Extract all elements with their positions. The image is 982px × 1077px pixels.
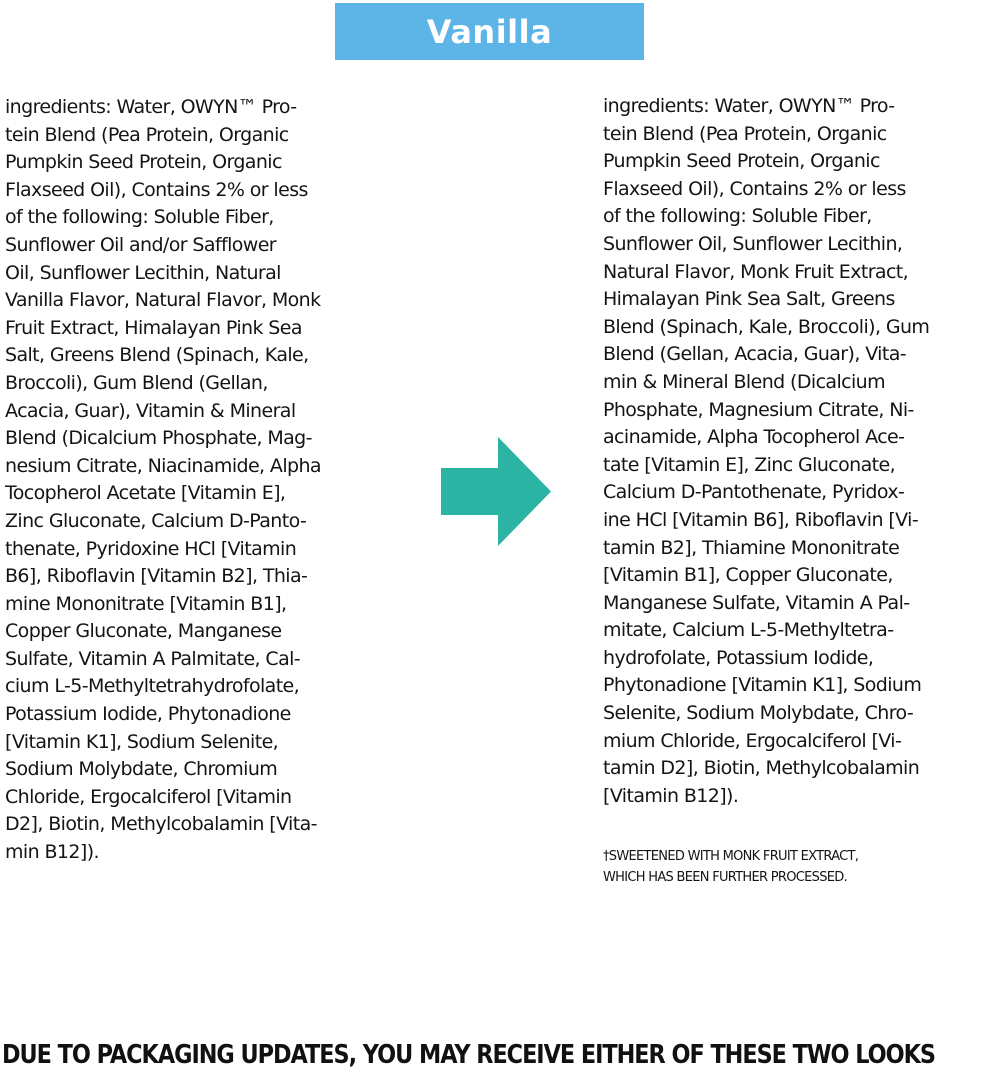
ingredients-line: Phytonadione [Vitamin K1], Sodium [603,674,922,697]
ingredients-line: hydrofolate, Potassium Iodide, [603,646,874,669]
ingredients-line: min B12]). [5,841,99,864]
ingredients-line: of the following: Soluble Fiber, [603,205,872,228]
ingredients-line: Chloride, Ergocalciferol [Vitamin [5,785,292,808]
ingredients-line: Vanilla Flavor, Natural Flavor, Monk [5,289,321,312]
ingredients-line: Manganese Sulfate, Vitamin A Pal- [603,591,910,614]
footnote-line: WHICH HAS BEEN FURTHER PROCESSED. [603,870,848,885]
ingredients-line: Phosphate, Magnesium Citrate, Ni- [603,398,914,421]
ingredients-line: Copper Gluconate, Manganese [5,620,282,643]
ingredients-line: tate [Vitamin E], Zinc Gluconate, [603,453,896,476]
ingredients-line: ingredients: Water, OWYN™ Pro- [603,95,895,117]
ingredients-line: Blend (Spinach, Kale, Broccoli), Gum [603,315,930,338]
ingredients-line: Blend (Gellan, Acacia, Guar), Vita- [603,343,907,366]
ingredients-line: Acacia, Guar), Vitamin & Mineral [5,399,296,422]
ingredients-line: Flaxseed Oil), Contains 2% or less [5,178,308,201]
ingredients-line: nesium Citrate, Niacinamide, Alpha [5,454,321,477]
ingredients-line: Natural Flavor, Monk Fruit Extract, [603,260,909,283]
ingredients-line: D2], Biotin, Methylcobalamin [Vita- [5,813,317,836]
ingredients-line: B6], Riboflavin [Vitamin B2], Thia- [5,565,308,588]
ingredients-line: Selenite, Sodium Molybdate, Chro- [603,702,914,725]
ingredients-line: mitate, Calcium L-5-Methyltetra- [603,619,894,642]
ingredients-line: tein Blend (Pea Protein, Organic [603,122,887,145]
ingredients-line: Sunflower Oil and/or Safflower [5,233,277,256]
ingredients-line: tamin B2], Thiamine Mononitrate [603,536,900,559]
arrow-shape [441,437,551,546]
ingredients-line: mine Mononitrate [Vitamin B1], [5,592,287,615]
ingredients-line: Salt, Greens Blend (Spinach, Kale, [5,344,309,367]
packaging-notice: DUE TO PACKAGING UPDATES, YOU MAY RECEIVE EITHER OF THESE TWO LOOKS [2,1040,935,1070]
ingredients-line: Flaxseed Oil), Contains 2% or less [603,177,906,200]
footnote-line: †SWEETENED WITH MONK FRUIT EXTRACT, [603,849,859,864]
ingredients-line: Oil, Sunflower Lecithin, Natural [5,261,281,284]
ingredients-line: acinamide, Alpha Tocopherol Ace- [603,426,905,449]
ingredients-line: Zinc Gluconate, Calcium D-Panto- [5,509,307,532]
ingredients-line: min & Mineral Blend (Dicalcium [603,370,886,393]
ingredients-line: Tocopherol Acetate [Vitamin E], [5,482,286,505]
ingredients-line: Calcium D-Pantothenate, Pyridox- [603,481,905,504]
ingredients-line: tein Blend (Pea Protein, Organic [5,123,289,146]
arrow-right-icon [441,437,551,546]
ingredients-line: Pumpkin Seed Protein, Organic [603,150,880,173]
ingredients-line: of the following: Soluble Fiber, [5,206,274,229]
ingredients-line: cium L-5-Methyltetrahydrofolate, [5,675,300,698]
ingredients-line: Blend (Dicalcium Phosphate, Mag- [5,427,312,450]
ingredients-line: Himalayan Pink Sea Salt, Greens [603,288,895,311]
sweetener-footnote [603,846,858,888]
flavor-badge [335,3,644,60]
ingredients-line: [Vitamin B1], Copper Gluconate, [603,564,893,587]
ingredients-line: Broccoli), Gum Blend (Gellan, [5,371,268,394]
ingredients-line: Sodium Molybdate, Chromium [5,758,278,781]
ingredients-line: tamin D2], Biotin, Methylcobalamin [603,757,920,780]
ingredients-line: [Vitamin K1], Sodium Selenite, [5,730,279,753]
ingredients-line: Pumpkin Seed Protein, Organic [5,151,282,174]
flavor-label: Vanilla [426,12,553,51]
ingredients-line: [Vitamin B12]). [603,784,739,807]
ingredients-line: mium Chloride, Ergocalciferol [Vi- [603,729,902,752]
ingredients-line: ine HCl [Vitamin B6], Riboflavin [Vi- [603,508,919,531]
ingredients-line: thenate, Pyridoxine HCl [Vitamin [5,537,297,560]
ingredients-line: Potassium Iodide, Phytonadione [5,703,291,726]
ingredients-line: Fruit Extract, Himalayan Pink Sea [5,316,302,339]
new-ingredients-panel [603,93,929,810]
ingredients-line: Sulfate, Vitamin A Palmitate, Cal- [5,647,301,670]
old-ingredients-panel [5,94,321,867]
ingredients-line: Sunflower Oil, Sunflower Lecithin, [603,232,903,255]
ingredients-line: ingredients: Water, OWYN™ Pro- [5,96,297,118]
